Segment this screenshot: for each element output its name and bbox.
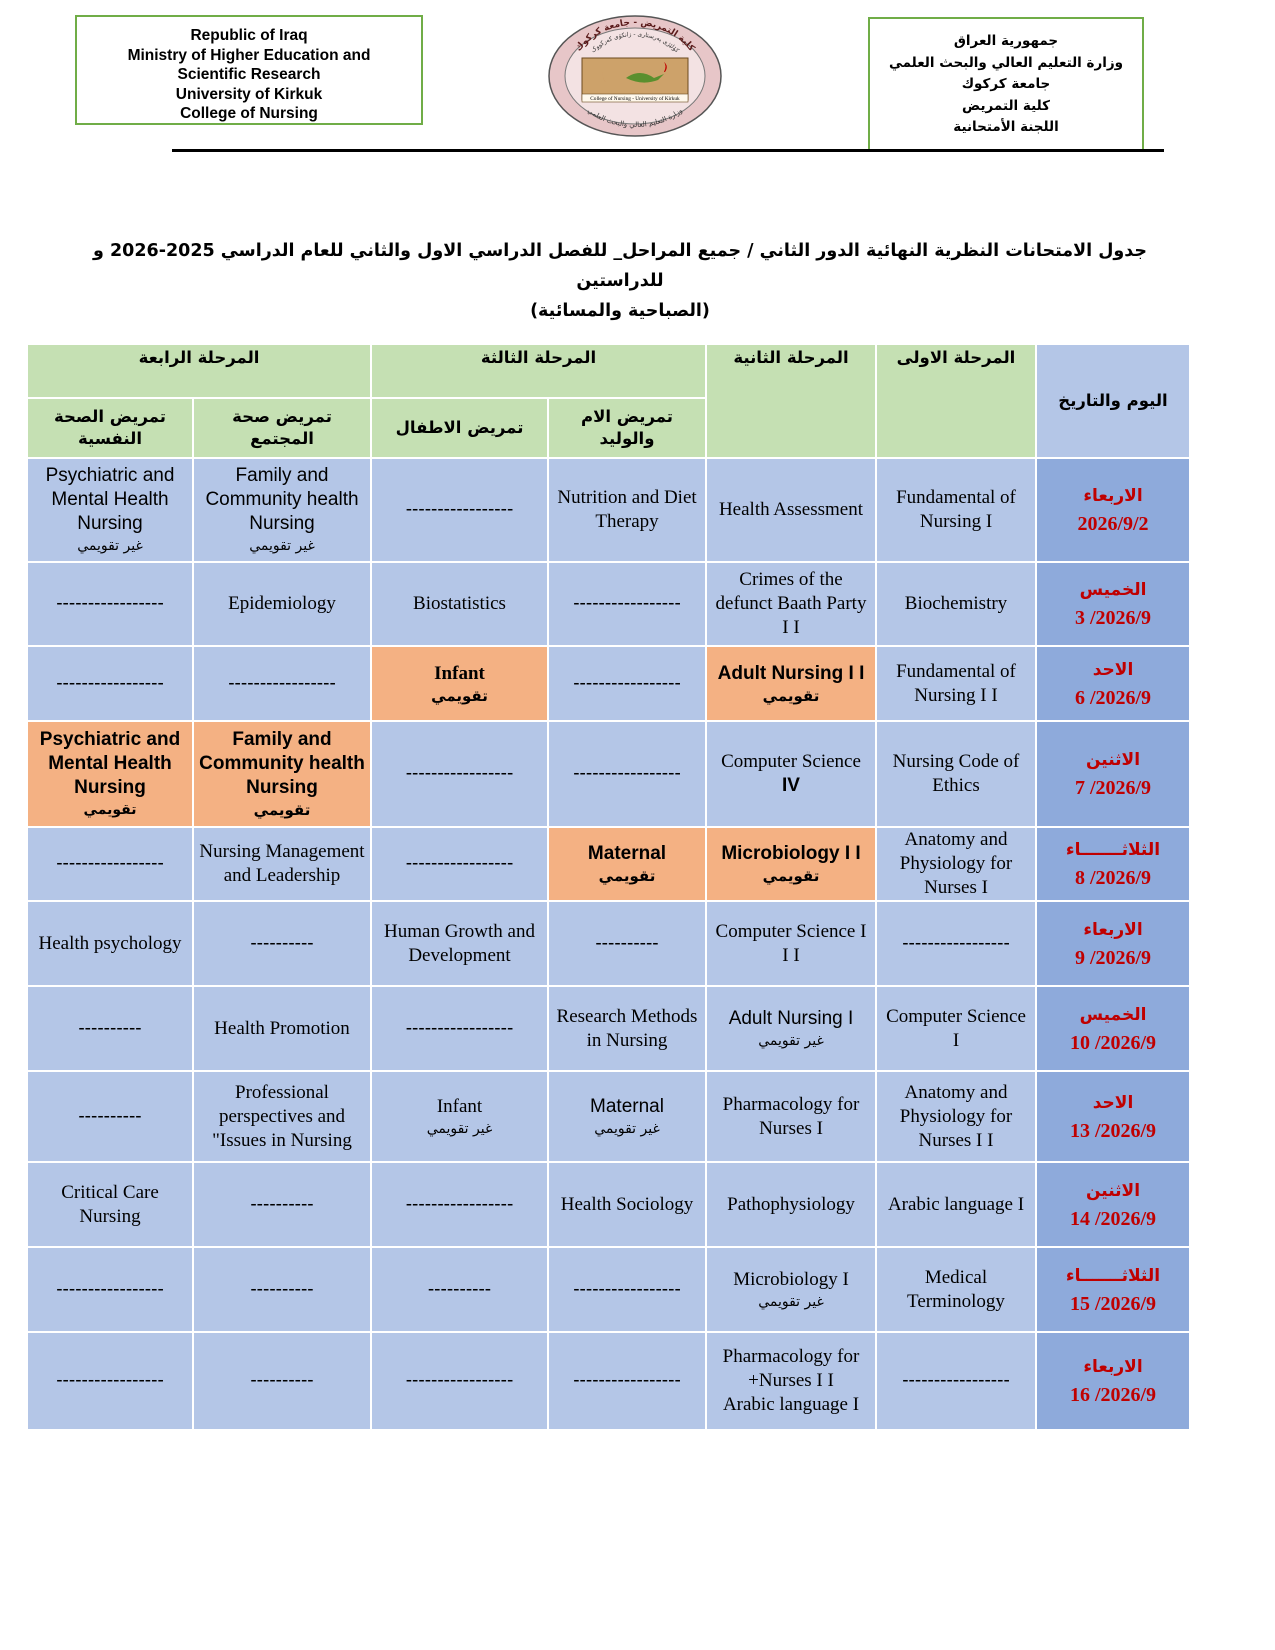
empty-cell: ----------------- xyxy=(372,722,549,828)
empty-cell: ---------- xyxy=(549,902,707,987)
day-date-cell xyxy=(1037,987,1193,1072)
header-arabic-box xyxy=(868,17,1144,150)
table-row xyxy=(28,563,1193,647)
day-name: الثلاثـــــــاء xyxy=(1065,1265,1161,1286)
day-name: الخميس xyxy=(1079,580,1147,600)
exam-cell: Infant غير تقويمي xyxy=(372,1072,549,1163)
header-stage-1: المرحلة الاولى xyxy=(877,345,1037,459)
table-row xyxy=(28,459,1193,563)
table-row xyxy=(28,1248,1193,1333)
exam-cell: Health psychology xyxy=(28,902,194,987)
exam-cell: Anatomy and Physiology for Nurses I xyxy=(877,828,1037,902)
exam-cell: Epidemiology xyxy=(194,563,372,647)
exam-type-tag: تقويمي xyxy=(253,801,311,819)
exam-type-tag: غير تقويمي xyxy=(249,538,315,554)
header-s3-child: تمريض الاطفال xyxy=(372,399,549,459)
exam-type-tag: غير تقويمي xyxy=(426,1120,493,1137)
title-line-2: (الصباحية والمسائية) xyxy=(530,301,710,321)
table-row xyxy=(28,902,1193,987)
exam-cell: Adult Nursing I غير تقويمي xyxy=(707,987,877,1072)
day-date-cell xyxy=(1037,647,1193,722)
day-date-cell xyxy=(1037,1163,1193,1248)
empty-cell: ---------- xyxy=(194,1163,372,1248)
empty-cell: ----------------- xyxy=(194,647,372,722)
exam-cell: Psychiatric and Mental Health Nursing غير تقويمي xyxy=(28,459,194,563)
exam-cell: Health Promotion xyxy=(194,987,372,1072)
exam-cell: Pharmacology for Nurses I I+ Arabic language I xyxy=(707,1333,877,1431)
exam-cell-evaluative: Infant تقويمي xyxy=(372,647,549,722)
empty-cell: ----------------- xyxy=(877,902,1037,987)
exam-type-tag: غير تقويمي xyxy=(77,538,143,554)
empty-cell: ----------------- xyxy=(28,1333,194,1431)
table-row xyxy=(28,1072,1193,1163)
exam-date: 2026/9/ 13 xyxy=(1069,1119,1157,1142)
schedule-title xyxy=(50,236,1190,326)
exam-cell: Family and Community health Nursing غير تقويمي xyxy=(194,459,372,563)
empty-cell: ----------------- xyxy=(549,647,707,722)
exam-cell: Computer Science I xyxy=(877,987,1037,1072)
day-name: الخميس xyxy=(1079,1004,1147,1025)
exam-cell: Fundamental of Nursing I xyxy=(877,459,1037,563)
day-name: الاثنين xyxy=(1085,750,1141,770)
header-day-date: اليوم والتاريخ xyxy=(1037,345,1193,459)
exam-cell-evaluative: Maternal تقويمي xyxy=(549,828,707,902)
exam-cell: Crimes of the defunct Baath Party I I xyxy=(707,563,877,647)
exam-date: 2026/9/ 6 xyxy=(1074,686,1152,709)
table-row xyxy=(28,647,1193,722)
empty-cell: ----------------- xyxy=(28,563,194,647)
day-date-cell xyxy=(1037,563,1193,647)
empty-cell: ----------------- xyxy=(549,1248,707,1333)
empty-cell: ----------------- xyxy=(28,647,194,722)
day-date-cell xyxy=(1037,902,1193,987)
exam-cell: Critical Care Nursing xyxy=(28,1163,194,1248)
exam-date: 2026/9/ 16 xyxy=(1069,1384,1157,1406)
empty-cell: ----------------- xyxy=(549,1333,707,1431)
empty-cell: ----------------- xyxy=(549,563,707,647)
header-stage-3: المرحلة الثالثة xyxy=(372,345,707,399)
empty-cell: ---------- xyxy=(28,1072,194,1163)
empty-cell: ----------------- xyxy=(28,828,194,902)
exam-type-tag: غير تقويمي xyxy=(758,1293,824,1310)
day-date-cell xyxy=(1037,1248,1193,1333)
exam-date: 2026/9/ 7 xyxy=(1074,777,1152,799)
day-date-cell xyxy=(1037,459,1193,563)
table-row xyxy=(28,722,1193,828)
header-ar-line: وزارة التعليم العالي والبحث العلمي xyxy=(888,54,1124,71)
day-date-cell xyxy=(1037,1072,1193,1163)
exam-cell: Anatomy and Physiology for Nurses I I xyxy=(877,1072,1037,1163)
exam-cell: Research Methods in Nursing xyxy=(549,987,707,1072)
table-row xyxy=(28,987,1193,1072)
exam-type-tag: تقويمي xyxy=(762,686,820,705)
day-date-cell xyxy=(1037,722,1193,828)
header-stage-2: المرحلة الثانية xyxy=(707,345,877,459)
header-ar-line: جامعة كركوك xyxy=(961,76,1051,92)
header-en-line: College of Nursing xyxy=(180,105,318,122)
exam-cell: Health Assessment xyxy=(707,459,877,563)
empty-cell: ----------------- xyxy=(549,722,707,828)
header-english-box xyxy=(75,15,423,125)
header-s4-mental: تمريض الصحة النفسية xyxy=(28,399,194,459)
exam-cell: Professional perspectives and "Issues in Nursing xyxy=(194,1072,372,1163)
day-name: الثلاثـــــــاء xyxy=(1065,840,1161,860)
exam-cell: Medical Terminology xyxy=(877,1248,1037,1333)
header-ar-line: اللجنة الأمتحانية xyxy=(953,119,1059,135)
title-line-1: جدول الامتحانات النظرية النهائية الدور الثاني / جميع المراحل_ للفصل الدراسي الاول والثاني للعام الدراسي 2025-2026 و للدراستين xyxy=(93,241,1147,291)
table-row xyxy=(28,1163,1193,1248)
table-row xyxy=(28,828,1193,902)
empty-cell: ----------------- xyxy=(372,1163,549,1248)
exam-cell: Microbiology I غير تقويمي xyxy=(707,1248,877,1333)
exam-cell: Computer Science I I I xyxy=(707,902,877,987)
exam-type-tag: تقويمي xyxy=(83,802,137,818)
day-name: الاربعاء xyxy=(1083,486,1143,506)
day-name: الاربعاء xyxy=(1083,919,1143,940)
exam-type-tag: تقويمي xyxy=(762,867,820,885)
day-name: الاثنين xyxy=(1085,1180,1141,1201)
exam-cell-evaluative: Psychiatric and Mental Health Nursing تقويمي xyxy=(28,722,194,828)
exam-type-tag: غير تقويمي xyxy=(758,1032,824,1049)
empty-cell: ---------- xyxy=(372,1248,549,1333)
header-ar-line: كلية التمريض xyxy=(962,97,1050,114)
empty-cell: ----------------- xyxy=(877,1333,1037,1431)
empty-cell: ----------------- xyxy=(372,1333,549,1431)
exam-cell: Maternal غير تقويمي xyxy=(549,1072,707,1163)
header-stage-4: المرحلة الرابعة xyxy=(28,345,372,399)
exam-schedule-table xyxy=(28,345,1193,1431)
header-s4-community: تمريض صحة المجتمع xyxy=(194,399,372,459)
exam-date: 2026/9/ 8 xyxy=(1074,867,1152,889)
exam-cell: Biochemistry xyxy=(877,563,1037,647)
exam-cell: Computer Science IV xyxy=(707,722,877,828)
table-row xyxy=(28,1333,1193,1431)
empty-cell: ---------- xyxy=(194,1248,372,1333)
exam-cell: Human Growth and Development xyxy=(372,902,549,987)
empty-cell: ----------------- xyxy=(372,987,549,1072)
exam-date: 2026/9/ 10 xyxy=(1069,1031,1157,1054)
college-logo xyxy=(546,14,724,138)
logo-bottom-text: وزارة التعليم العالي والبحث العلمي xyxy=(586,106,684,129)
day-name: الاحد xyxy=(1092,1092,1134,1113)
exam-date: 2026/9/ 14 xyxy=(1069,1207,1157,1230)
empty-cell: ----------------- xyxy=(372,459,549,563)
header-ar-line: جمهورية العراق xyxy=(953,33,1059,49)
logo-band-text: College of Nursing - University of Kirkuk xyxy=(590,96,680,103)
empty-cell: ---------- xyxy=(28,987,194,1072)
exam-cell: Nutrition and Diet Therapy xyxy=(549,459,707,563)
exam-cell: Biostatistics xyxy=(372,563,549,647)
exam-cell-evaluative: Microbiology I I تقويمي xyxy=(707,828,877,902)
exam-cell: Fundamental of Nursing I I xyxy=(877,647,1037,722)
empty-cell: ---------- xyxy=(194,1333,372,1431)
day-name: الاربعاء xyxy=(1083,1357,1143,1377)
exam-date: 2026/9/ 15 xyxy=(1069,1292,1157,1315)
day-date-cell xyxy=(1037,1333,1193,1431)
exam-cell: Arabic language I xyxy=(877,1163,1037,1248)
empty-cell: ---------- xyxy=(194,902,372,987)
exam-cell: Pharmacology for Nurses I xyxy=(707,1072,877,1163)
exam-date: 2026/9/ 9 xyxy=(1074,946,1152,969)
header-en-line: Republic of Iraq xyxy=(190,27,308,44)
exam-cell-evaluative: Adult Nursing I I تقويمي xyxy=(707,647,877,722)
empty-cell: ----------------- xyxy=(28,1248,194,1333)
header-en-line: University of Kirkuk xyxy=(175,85,323,103)
day-name: الاحد xyxy=(1092,659,1134,680)
exam-type-tag: غير تقويمي xyxy=(594,1120,660,1137)
exam-cell: Nursing Code of Ethics xyxy=(877,722,1037,828)
exam-type-tag: تقويمي xyxy=(598,867,656,885)
header-en-line: Scientific Research xyxy=(177,66,321,83)
exam-cell: Pathophysiology xyxy=(707,1163,877,1248)
exam-cell: Health Sociology xyxy=(549,1163,707,1248)
header-s3-maternal: تمريض الام والوليد xyxy=(549,399,707,459)
header-divider xyxy=(172,149,1164,152)
exam-date: 2026/9/ 3 xyxy=(1074,607,1152,629)
day-date-cell xyxy=(1037,828,1193,902)
logo-top-text: كلية التمريض - جامعة كركوك xyxy=(573,17,697,54)
exam-date: 2026/9/2 xyxy=(1077,513,1149,535)
exam-cell: Nursing Management and Leadership xyxy=(194,828,372,902)
empty-cell: ----------------- xyxy=(372,828,549,902)
exam-cell-evaluative: Family and Community health Nursing تقويمي xyxy=(194,722,372,828)
exam-type-tag: تقويمي xyxy=(431,686,488,705)
logo-mid-text: كۆلێژی پەرستاری - زانکۆی کەرکووک xyxy=(589,30,681,55)
header-en-line: Ministry of Higher Education and xyxy=(127,46,371,64)
